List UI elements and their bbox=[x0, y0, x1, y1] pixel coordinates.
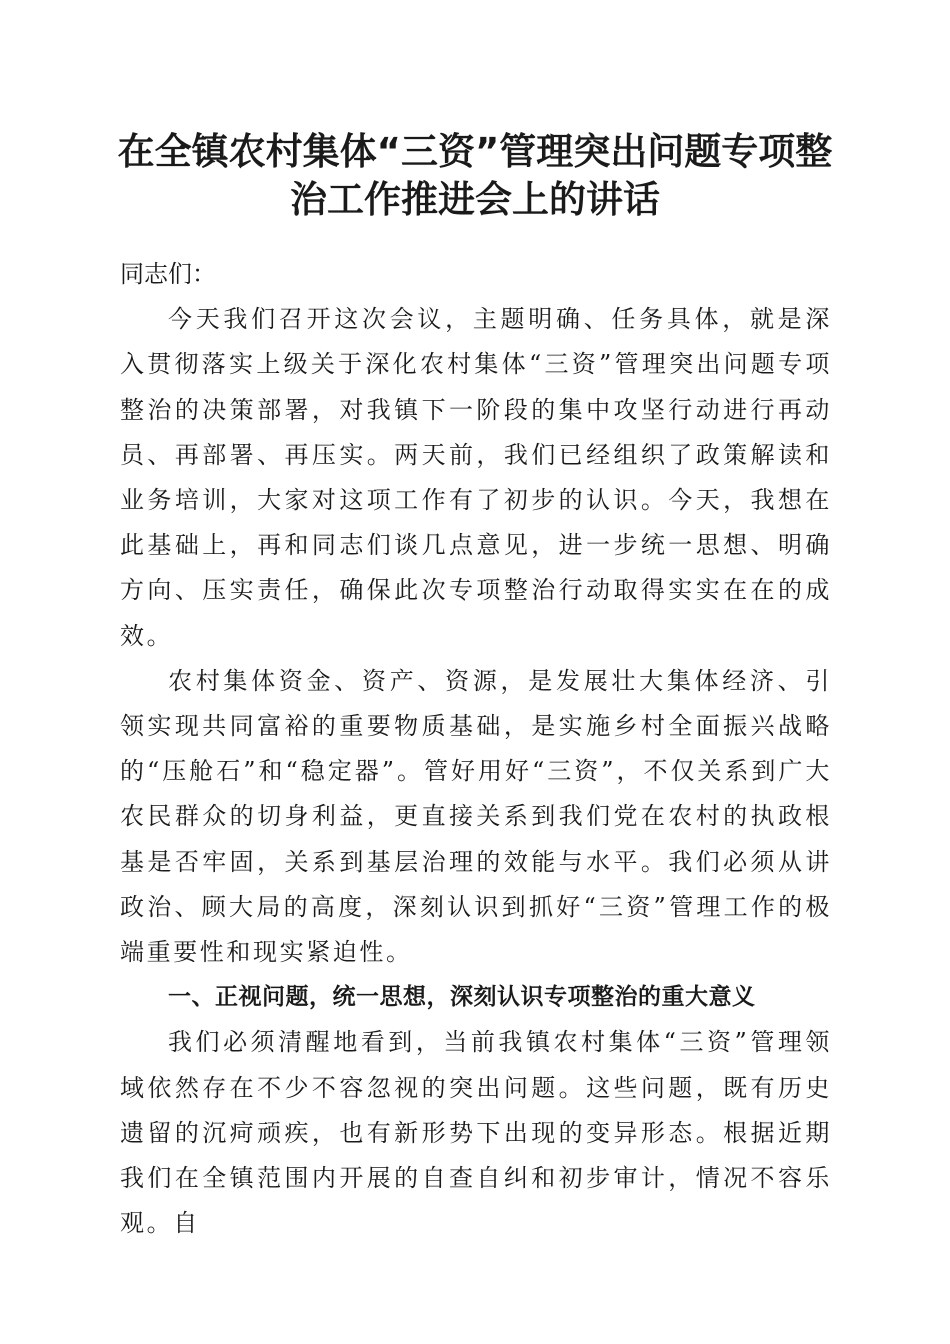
salutation: 同志们： bbox=[120, 260, 216, 288]
title-line-1: 在全镇农村集体“三资”管理突出问题专项整 bbox=[117, 130, 833, 173]
document-title bbox=[100, 128, 850, 224]
section-heading-1: 一、正视问题，统一思想，深刻认识专项整治的重大意义 bbox=[168, 984, 756, 1011]
section-1-paragraph: 我们必须清醒地看到，当前我镇农村集体“三资”管理领域依然存在不少不容忽视的突出问题。这些问题，既有历史遗留的沉疴顽疾，也有新形势下出现的变异形态。根据近期我们在全镇范围内开展的自查自纠和初步审计，情况不容乐观。自 bbox=[120, 1028, 832, 1238]
paragraph-1: 今天我们召开这次会议，主题明确、任务具体，就是深入贯彻落实上级关于深化农村集体“三资”管理突出问题专项整治的决策部署，对我镇下一阶段的集中攻坚行动进行再动员、再部署、再压实。两天前，我们已经组织了政策解读和业务培训，大家对这项工作有了初步的认识。今天，我想在此基础上，再和同志们谈几点意见，进一步统一思想、明确方向、压实责任，确保此次专项整治行动取得实实在在的成效。 bbox=[120, 305, 832, 650]
title-line-2: 治工作推进会上的讲话 bbox=[290, 178, 660, 221]
paragraph-2: 农村集体资金、资产、资源，是发展壮大集体经济、引领实现共同富裕的重要物质基础，是实施乡村全面振兴战略的“压舱石”和“稳定器”。管好用好“三资”，不仅关系到广大农民群众的切身利益，更直接关系到我们党在农村的执政根基是否牢固，关系到基层治理的效能与水平。我们必须从讲政治、顾大局的高度，深刻认识到抓好“三资”管理工作的极端重要性和现实紧迫性。 bbox=[120, 666, 832, 967]
document-body bbox=[120, 252, 832, 1246]
